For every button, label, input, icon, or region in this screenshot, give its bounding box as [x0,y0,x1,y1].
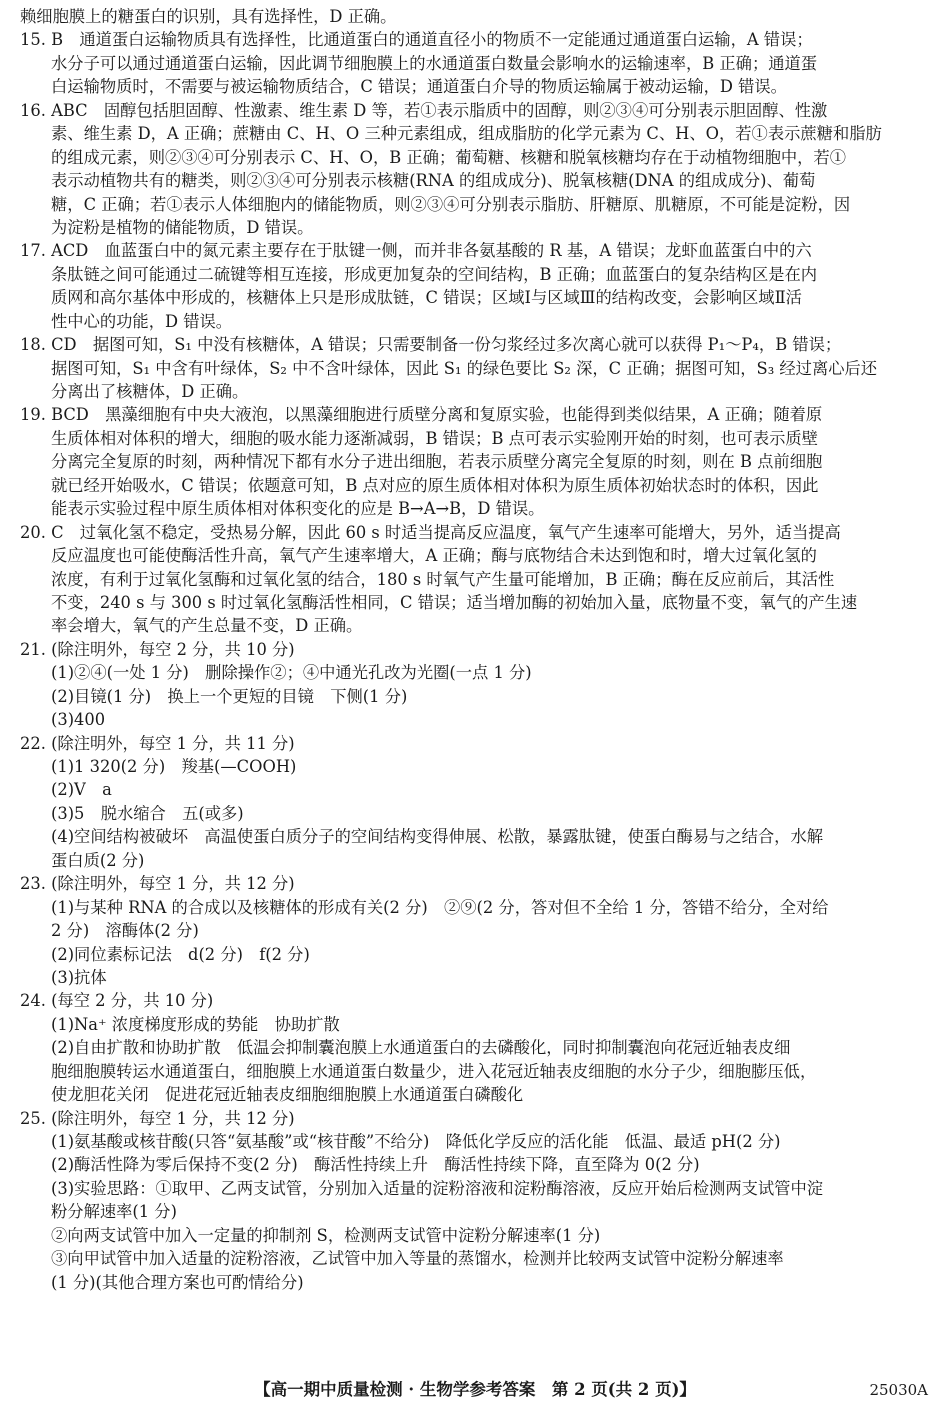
text-line: 就已经开始吸水，C 错误；依题意可知，B 点对应的原生质体相对体积为原生质体初始状态时的体积，因此 [51,475,819,495]
text-line: (2)同位素标记法 d(2 分) f(2 分) [51,944,310,964]
text-line: (1)与某种 RNA 的合成以及核糖体的形成有关(2 分) ②⑨(2 分，答对但不全给 1 分，答错不给分，全对给 [51,897,829,917]
text-line: 24. (每空 2 分，共 10 分) [20,991,214,1011]
text-line: 25. (除注明外，每空 1 分，共 12 分) [20,1108,295,1128]
text-line: 白运输物质时，不需要与被运输物质结合，C 错误；通道蛋白介导的物质运输属于被动运输，D 错误。 [51,77,787,97]
text-line: 分离出了核糖体，D 正确。 [51,382,249,401]
text-line: 糖，C 正确；若①表示人体细胞内的储能物质，则②③④可分别表示脂肪、肝糖原、肌糖原，不可能是淀粉，因 [51,194,851,214]
text-line: 表示动植物共有的糖类，则②③④可分别表示核糖(RNA 的组成成分)、脱氧核糖(DNA 的组成成分)、葡萄 [51,171,816,191]
text-line: (2)酶活性降为零后保持不变(2 分) 酶活性持续上升 酶活性持续下降，直至降为 0(2 分) [51,1155,700,1175]
text-line: 20. C 过氧化氢不稳定，受热易分解，因此 60 s 时适当提高反应温度，氧气产生速率可能增大，另外，适当提高 [20,522,841,542]
text-line: (3)实验思路：①取甲、乙两支试管，分别加入适量的淀粉溶液和淀粉酶溶液，反应开始后检测两支试管中淀 [51,1178,824,1198]
text-line: 性中心的功能，D 错误。 [51,311,233,331]
text-line: 生质体相对体积的增大，细胞的吸水能力逐渐减弱，B 错误；B 点可表示实验刚开始的时刻，也可表示质壁 [51,428,818,448]
text-line: 不变，240 s 与 300 s 时过氧化氢酶活性相同，C 错误；适当增加酶的初始加入量，底物量不变，氧气的产生速 [51,592,858,612]
footer-title: 【高一期中质量检测 · 生物学参考答案 第 2 页(共 2 页)】 [254,1380,696,1399]
text-line: 分离完全复原的时刻，两种情况下都有水分子进出细胞，若表示质壁分离完全复原的时刻，则在 B 点前细胞 [51,452,823,472]
text-line: 率会增大，氧气的产生总量不变，D 正确。 [51,616,363,636]
text-line: 质网和高尔基体中形成的，核糖体上只是形成肽链，C 错误；区域Ⅰ与区域Ⅲ的结构改变，会影响区域Ⅱ活 [51,288,802,308]
text-line: 蛋白质(2 分) [51,850,145,870]
text-line: (3)抗体 [51,967,107,987]
text-line: 18. CD 据图可知，S₁ 中没有核糖体，A 错误；只需要制备一份匀浆经过多次离心就可以获得 P₁～P₄，B 错误； [20,335,842,355]
text-line: 浓度，有利于过氧化氢酶和过氧化氢的结合，180 s 时氧气产生量可能增加，B 正确；酶在反应前后，其活性 [51,569,835,589]
text-line: 2 分) 溶酶体(2 分) [51,921,199,941]
text-line: 粉分解速率(1 分) [51,1202,177,1222]
text-line: 23. (除注明外，每空 1 分，共 12 分) [20,874,295,894]
text-line: (1)氨基酸或核苷酸(只答“氨基酸”或“核苷酸”不给分) 降低化学反应的活化能 低温、最适 pH(2 分) [51,1132,781,1151]
text-line: 能表示实验过程中原生质体相对体积变化的应是 B→A→B，D 错误。 [51,499,545,519]
text-line: 21. (除注明外，每空 2 分，共 10 分) [20,639,295,659]
text-line: (1)Na⁺ 浓度梯度形成的势能 协助扩散 [51,1014,340,1034]
text-line: 条肽链之间可能通过二硫键等相互连接，形成更加复杂的空间结构，B 正确；血蓝蛋白的复杂结构区是在内 [51,264,818,284]
text-line: (3)400 [51,710,106,730]
text-line: 赖细胞膜上的糖蛋白的识别，具有选择性，D 正确。 [20,7,397,26]
text-line: 为淀粉是植物的储能物质，D 错误。 [51,217,314,237]
text-line: 水分子可以通过通道蛋白运输，因此调节细胞膜上的水通道蛋白数量会影响水的运输速率，B 正确；通道蛋 [51,53,818,73]
text-line: 17. ACD 血蓝蛋白中的氮元素主要存在于肽键一侧，而并非各氨基酸的 R 基，A 错误；龙虾血蓝蛋白中的六 [20,241,812,261]
text-line: (2)目镜(1 分) 换上一个更短的目镜 下侧(1 分) [51,686,408,706]
text-line: (1)②④(一处 1 分) 删除操作②；④中通光孔改为光圈(一点 1 分) [51,663,532,683]
text-line: 19. BCD 黑藻细胞有中央大液泡，以黑藻细胞进行质壁分离和复原实验，也能得到类似结果，A 正确；随着原 [20,405,823,425]
text-line: (3)5 脱水缩合 五(或多) [51,803,244,823]
text-line: 胞细胞膜转运水通道蛋白，细胞膜上水通道蛋白数量少，进入花冠近轴表皮细胞的水分子少，细胞膨压低， [51,1061,817,1081]
document-code: 25030A [869,1381,928,1399]
text-line: 的组成元素，则②③④可分别表示 C、H、O，B 正确；葡萄糖、核糖和脱氧核糖均存在于动植物细胞中，若① [51,147,846,167]
text-line: (2)自由扩散和协助扩散 低温会抑制囊泡膜上水通道蛋白的去磷酸化，同时抑制囊泡向花冠近轴表皮细 [51,1038,791,1058]
text-line: 使龙胆花关闭 促进花冠近轴表皮细胞细胞膜上水通道蛋白磷酸化 [51,1085,524,1105]
text-line: 素、维生素 D，A 正确；蔗糖由 C、H、O 三种元素组成，组成脂肪的化学元素为 C、H、O，若①表示蔗糖和脂肪 [51,124,882,144]
text-line: (4)空间结构被破坏 高温使蛋白质分子的空间结构变得伸展、松散，暴露肽键，使蛋白酶易与之结合，水解 [51,827,824,847]
text-line: 22. (除注明外，每空 1 分，共 11 分) [20,733,295,753]
text-line: 据图可知，S₁ 中含有叶绿体，S₂ 中不含叶绿体，因此 S₁ 的绿色要比 S₂ 深，C 正确；据图可知，S₃ 经过离心后还 [51,358,878,378]
text-line: (1)1 320(2 分) 羧基(—COOH) [51,757,297,776]
page-footer [0,1375,950,1405]
text-line: 15. B 通道蛋白运输物质具有选择性，比通道蛋白的通道直径小的物质不一定能通过通道蛋白运输，A 错误； [20,30,813,50]
text-line: 反应温度也可能使酶活性升高，氧气产生速率增大，A 正确；酶与底物结合未达到饱和时，增大过氧化氢的 [51,546,817,566]
text-line: 16. ABC 固醇包括胆固醇、性激素、维生素 D 等，若①表示脂质中的固醇，则②③④可分别表示胆固醇、性激 [20,100,828,120]
answer-text-body [20,5,935,1294]
text-line: (1 分)(其他合理方案也可酌情给分) [51,1272,304,1292]
text-line: ②向两支试管中加入一定量的抑制剂 S，检测两支试管中淀粉分解速率(1 分) [51,1225,601,1245]
text-line: (2)V a [51,780,112,800]
text-line: ③向甲试管中加入适量的淀粉溶液，乙试管中加入等量的蒸馏水，检测并比较两支试管中淀粉分解速率 [51,1249,784,1269]
